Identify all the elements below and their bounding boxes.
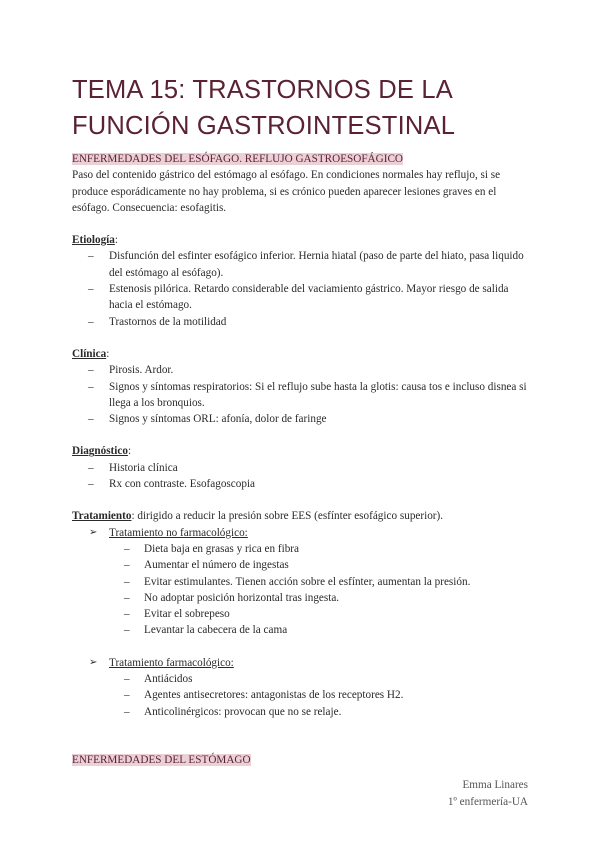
list-item: – Historia clínica bbox=[72, 460, 532, 476]
arrow-bullet-icon: ➢ bbox=[89, 656, 98, 668]
tratamiento-text: : dirigido a reducir la presión sobre EES (esfínter esofágico superior). bbox=[131, 510, 444, 523]
tratamiento-heading bbox=[72, 508, 532, 524]
diagnostico-label: Diagnóstico bbox=[72, 445, 128, 458]
farmacologico-list bbox=[72, 671, 532, 720]
diagnostico-list bbox=[72, 460, 532, 493]
list-item: – Evitar estimulantes. Tienen acción sobre el esfínter, aumentan la presión. bbox=[72, 574, 532, 590]
etiologia-heading: Etiología: bbox=[72, 234, 118, 247]
footer-course: 1º enfermería-UA bbox=[447, 795, 528, 808]
section-heading-estomago-text: ENFERMEDADES DEL ESTÓMAGO bbox=[72, 753, 251, 766]
document-body bbox=[72, 151, 532, 768]
list-item: – Aumentar el número de ingestas bbox=[72, 557, 532, 573]
clinica-heading: Clínica: bbox=[72, 347, 110, 360]
list-item: – Dieta baja en grasas y rica en fibra bbox=[72, 541, 532, 557]
footer bbox=[328, 777, 528, 810]
list-item: – Agentes antisecretores: antagonistas de los receptores H2. bbox=[72, 687, 532, 703]
no-farmacologico-label: Tratamiento no farmacológico: bbox=[109, 526, 248, 539]
clinica-list bbox=[72, 362, 532, 427]
list-item: – Estenosis pilórica. Retardo considerable del vaciamiento gástrico. Mayor riesgo de salida hacia el estómago. bbox=[72, 281, 532, 314]
etiologia-label: Etiología bbox=[72, 234, 115, 247]
etiologia-list bbox=[72, 248, 532, 329]
list-item: – Disfunción del esfinter esofágico inferior. Hernia hiatal (paso de parte del hiato, pasa liquido del estómago al esófago). bbox=[72, 248, 532, 281]
farmacologico-heading bbox=[72, 655, 532, 671]
list-item: – Antiácidos bbox=[72, 671, 532, 687]
no-farmacologico-list bbox=[72, 541, 532, 639]
title-line-1: TEMA 15: TRASTORNOS DE LA bbox=[72, 76, 454, 104]
list-item: – No adoptar posición horizontal tras ingesta. bbox=[72, 590, 532, 606]
clinica-label: Clínica bbox=[72, 347, 107, 360]
list-item: – Trastornos de la motilidad bbox=[72, 314, 532, 330]
section-heading-esofago-text: ENFERMEDADES DEL ESÓFAGO. REFLUJO GASTROESOFÁGICO bbox=[72, 153, 403, 165]
farmacologico-label: Tratamiento farmacológico: bbox=[109, 656, 234, 669]
list-item: – Evitar el sobrepeso bbox=[72, 606, 532, 622]
section-heading-estomago bbox=[72, 752, 532, 768]
list-item: – Signos y síntomas respiratorios: Si el reflujo sube hasta la glotis: causa tos e incluso disnea si llega a los bronquios. bbox=[72, 379, 532, 412]
diagnostico-heading: Diagnóstico: bbox=[72, 445, 132, 458]
tratamiento-label: Tratamiento bbox=[72, 510, 132, 523]
title-line-2: FUNCIÓN GASTROINTESTINAL bbox=[72, 112, 456, 140]
footer-author: Emma Linares bbox=[462, 779, 528, 791]
list-item: – Anticolinérgicos: provocan que no se relaje. bbox=[72, 704, 532, 720]
arrow-bullet-icon: ➢ bbox=[89, 526, 98, 538]
list-item: – Levantar la cabecera de la cama bbox=[72, 622, 532, 638]
list-item: – Rx con contraste. Esofagoscopia bbox=[72, 476, 532, 492]
section-heading-esofago bbox=[72, 151, 532, 167]
no-farmacologico-heading bbox=[72, 525, 532, 541]
intro-paragraph: Paso del contenido gástrico del estómago al esófago. En condiciones normales hay reflujo, si se produce esporádicamente no hay problema, si es crónico pueden aparecer lesiones graves en el esófago. Consecuencia: esofagitis. bbox=[72, 169, 501, 214]
page-title bbox=[72, 72, 532, 144]
list-item: – Signos y síntomas ORL: afonía, dolor de faringe bbox=[72, 411, 532, 427]
list-item: – Pirosis. Ardor. bbox=[72, 362, 532, 378]
